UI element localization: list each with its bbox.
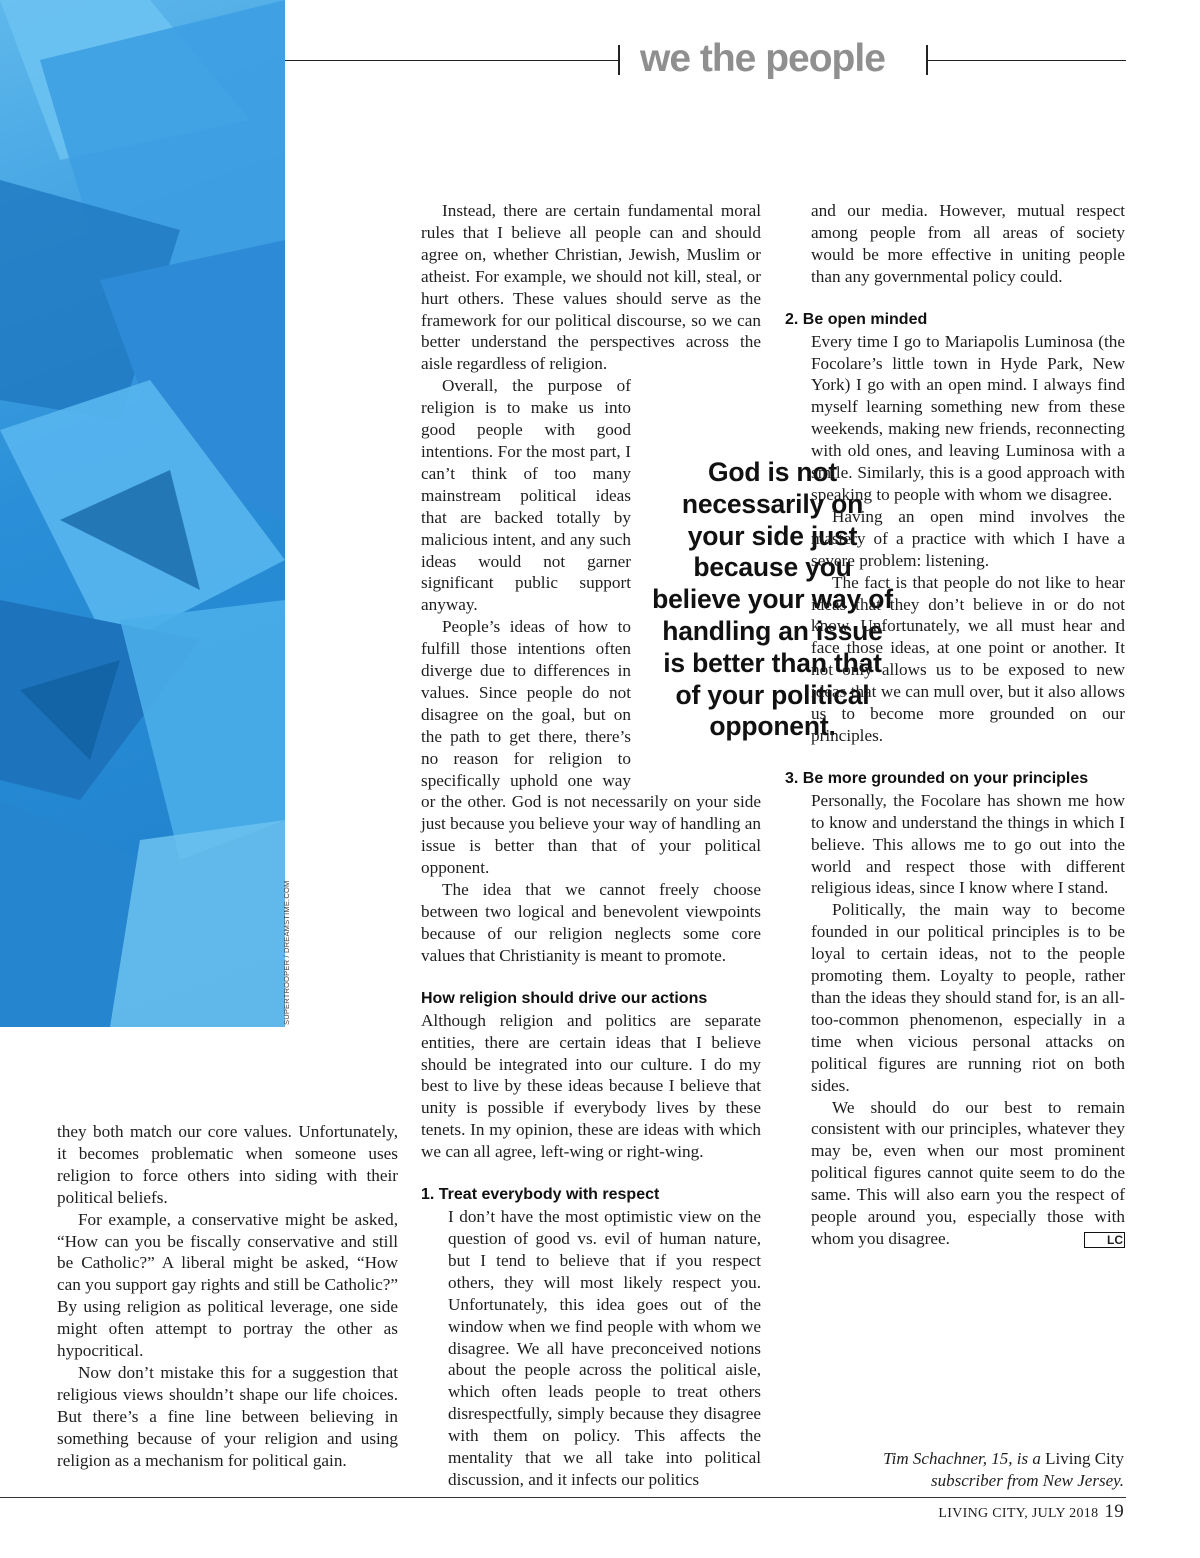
paragraph: I don’t have the most optimistic view on the question of good vs. evil of human nature, but I tend to believe that if you respect others, they will most likely respect you. Unfortunately, this idea goes out of the window when we find people with whom we disagree. We all have preconceived notions about the people across the political aisle, which often leads people to treat others disrespectfully, simply because they disagree with them on policy. This affects the mentality that we all take into political discussion, and it infects our politics	[448, 1207, 761, 1489]
paragraph: The idea that we cannot freely choose between two logical and benevolent viewpoints because of our religion neglects some core values that Christianity is meant to promote.	[421, 880, 761, 965]
header-rule-left	[285, 60, 618, 61]
paragraph: Every time I go to Mariapolis Luminosa (the Focolare’s little town in Hyde Park, New York) I go with an open mind. I always find myself learning something new from these weekends, making new friends, reconnecting with old ones, and leaving Luminosa with a smile. Similarly, this is a good approach with speaking to people with whom we disagree.	[811, 331, 1125, 504]
pull-quote: God is not necessarily on your side just because you believe your way of handling an issue is better than that of your political opponent.	[652, 457, 893, 742]
folio	[938, 1501, 1124, 1523]
header-rule-right	[928, 60, 1126, 61]
author-byline	[820, 1448, 1124, 1492]
column-1	[57, 1121, 398, 1472]
byline-publication: Living City	[1045, 1449, 1124, 1468]
column-2	[421, 200, 761, 1491]
paragraph: Now don’t mistake this for a suggestion that religious views shouldn’t shape our life choices. But there’s a fine line between believing in something because of your religion and using religion as a mechanism for political gain.	[57, 1362, 398, 1470]
header-tick-left	[618, 45, 620, 75]
paragraph: For example, a conservative might be asked, “How can you be fiscally conservative and still be Catholic?” A liberal might be asked, “How can you support gay rights and still be Catholic?” By using religion as political leverage, one side might often attempt to portray the other as hypocritical.	[57, 1209, 398, 1361]
paragraph: Although religion and politics are separate entities, there are certain ideas that I believe should be integrated into our culture. I do my best to live by these ideas because I believe that unity is possible if everybody lives by these tenets. In my opinion, these are ideas with which we can all agree, left-wing or right-wing.	[421, 1010, 761, 1162]
subheading: How religion should drive our actions	[421, 989, 708, 1007]
abstract-blue-shapes	[0, 0, 285, 1027]
footer-publication: LIVING CITY, JULY 2018	[938, 1506, 1099, 1521]
list-item-heading: 1. Treat everybody with respect	[421, 1186, 660, 1204]
paragraph: People’s ideas of how to fulfill those intentions often diverge due to differences in values. Since people do not disagree on the goal, but on the path to get there, there’s no reason for religion to specifically uphold one way or the other. God is not necessarily on your side just because you believe your way of handling an issue is better than that of your political opponent.	[421, 617, 761, 878]
paragraph: Politically, the main way to become founded in our political principles is to be loyal to certain ideas, not to the people promoting them. Loyalty to people, rather than the ideas they should stand for, is an all-too-common phenomenon, especially in a time when vicious personal attacks on political figures are running riot on both sides.	[811, 900, 1125, 1095]
paragraph	[811, 1097, 1125, 1250]
byline-text: Tim Schachner, 15, is a	[883, 1449, 1046, 1468]
photo-credit: SUPERTROOPER / DREAMSTIME.COM	[282, 880, 291, 1025]
section-title: we the people	[640, 37, 885, 80]
list-item-heading: 3. Be more grounded on your principles	[785, 769, 1089, 787]
column-3	[785, 200, 1125, 1250]
paragraph: The fact is that people do not like to hear ideas that they don’t believe in or do not know. Unfortunately, we all must hear and face those ideas, at one point or another. It not only allows us to be exposed to new ideas that we can mull over, but it also allows us to become more grounded on our principles.	[811, 572, 1125, 745]
paragraph: Instead, there are certain fundamental moral rules that I believe all people can and should agree on, whether Christian, Jewish, Muslim or atheist. For example, we should not kill, steal, or hurt others. These values should serve as the framework for our political discourse, so we can better understand the perspectives across the aisle regardless of religion.	[421, 201, 761, 374]
paragraph: and our media. However, mutual respect among people from all areas of society would be more effective in uniting people than any governmental policy could.	[811, 201, 1125, 286]
paragraph: Personally, the Focolare has shown me how to know and understand the things in which I believe. This allows me to go out into the world and respect those with different religious ideas, since I know where I stand.	[811, 790, 1125, 898]
page-number: 19	[1104, 1501, 1124, 1522]
living-city-end-mark: LC	[1084, 1232, 1125, 1248]
paragraph: they both match our core values. Unfortunately, it becomes problematic when someone uses religion to force others into siding with their political beliefs.	[57, 1122, 398, 1207]
byline-text: subscriber from New Jersey.	[931, 1471, 1124, 1490]
paragraph: Overall, the purpose of religion is to make us into good people with good intentions. For the most part, I can’t think of too many mainstream political ideas that are backed totally by malicious intent, and any such ideas would not garner significant public support anyway.	[421, 376, 631, 615]
paragraph-text: We should do our best to remain consistent with our principles, whatever they may be, even when our most prominent political figures cannot quite seem to do the same. This will also earn you the respect of people around you, especially those with whom you disagree.	[811, 1097, 1125, 1248]
list-item-heading: 2. Be open minded	[785, 310, 928, 328]
paragraph: Having an open mind involves the mastery of a practice with which I have a severe problem: listening.	[811, 506, 1125, 570]
header-photo	[0, 0, 285, 1027]
footer-rule	[0, 1497, 1126, 1498]
